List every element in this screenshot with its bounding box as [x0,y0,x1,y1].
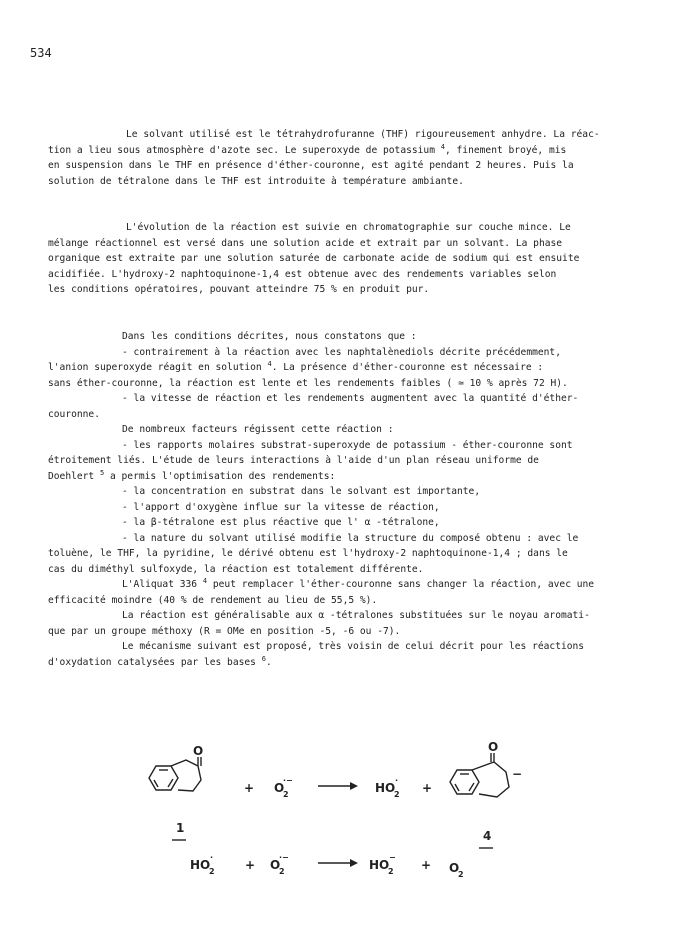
p2-line: organique est extraite par une solution saturée de carbonate acide de sodium qui est ensuite [48,253,580,264]
svg-text:O: O [449,861,460,875]
svg-text:HO: HO [369,858,390,872]
reference-superscript: 4 [267,360,272,368]
page-number: 534 [30,46,52,60]
p3-line: l'anion superoxyde réagit en solution $^4$. La présence d'éther-couronne est nécessaire : [48,360,544,373]
p3-line: cas du diméthyl sulfoxyde, la réaction est totalement différente. [48,563,424,575]
hydroperoxyl-2 [190,853,215,876]
p2-line: les conditions opératoires, pouvant atteindre 75 % en produit pur. [48,284,430,295]
paragraph-conditions [48,329,634,670]
paragraph-evolution [48,220,634,298]
hydroperoxide-anion [369,853,396,876]
plus-2: + [422,781,433,795]
superoxide-2 [270,853,289,876]
svg-text:2: 2 [394,790,400,799]
dioxygen [449,861,464,879]
p3-line: La réaction est généralisable aux α -tétralones substituées sur le noyau aromati- [122,610,590,621]
p1-line: en suspension dans le THF en présence d'éther-couronne, est agité pendant 2 heures. Puis la [48,160,574,171]
paragraph-solvent [48,127,634,189]
compound-1-structure [149,744,203,791]
p3-line: toluène, le THF, la pyridine, le dérivé obtenu est l'hydroxy-2 naphtoquinone-1,4 ; dans le [48,548,568,559]
svg-text:HO: HO [190,858,211,872]
p3-line: - contrairement à la réaction avec les naphtalènediols décrite précédemment, [122,346,561,358]
compound-4-oxygen: O [488,740,499,754]
plus-1: + [244,781,255,795]
svg-text:2: 2 [283,790,289,799]
p3-line: Le mécanisme suivant est proposé, très voisin de celui décrit pour les réactions [122,641,585,652]
p3-line: - la β-tétralone est plus réactive que l' α -tétralone, [122,517,440,528]
p3-line: d'oxydation catalysées par les bases $^6$. [48,654,272,668]
compound-4-charge: − [512,767,523,781]
p3-line: De nombreux facteurs régissent cette réaction : [122,424,394,435]
p3-line: efficacité moindre (40 % de rendement au lieu de 55,5 %). [48,594,378,606]
p3-line: que par un groupe méthoxy (R = OMe en position -5, -6 ou -7). [48,625,401,637]
p3-line: L'Aliquat 336 $^4$ peut remplacer l'éther-couronne sans changer la réaction, avec une [122,577,595,590]
svg-text:·: · [395,776,399,785]
p3-line: étroitement liés. L'étude de leurs interactions à l'aide d'un plan réseau uniforme de [48,455,539,466]
reference-superscript: 4 [202,577,208,585]
svg-text:·: · [210,853,214,862]
p3-line: - la nature du solvant utilisé modifie la structure du composé obtenu : avec le [122,532,579,544]
p2-line: acidifiée. L'hydroxy-2 naphtoquinone-1,4 est obtenue avec des rendements variables selon [48,268,557,280]
p3-line: Doehlert $^5$ a permis l'optimisation des rendements: [48,468,336,482]
p3-line: - l'apport d'oxygène influe sur la vitesse de réaction, [122,501,440,513]
svg-text:2: 2 [209,867,215,876]
svg-text:−: − [389,853,396,862]
compound-1-label: 1 [176,821,185,835]
svg-text:2: 2 [279,867,285,876]
p1-line: solution de tétralone dans le THF est introduite à température ambiante. [48,175,464,187]
reference-superscript: 5 [99,468,105,477]
plus-4: + [421,858,432,872]
compound-1-oxygen: O [193,744,204,758]
p2-line: mélange réactionnel est versé dans une solution acide et extrait par un solvant. La phase [48,237,563,249]
compound-4-structure [450,740,522,797]
svg-text:HO: HO [375,781,396,795]
reference-superscript: 4 [440,142,445,151]
p1-line: Le solvant utilisé est le tétrahydrofuranne (THF) rigoureusement anhydre. La réac- [126,129,600,140]
reference-superscript: 6 [261,654,266,663]
p3-line: couronne. [48,408,100,420]
p3-line: - les rapports molaires substrat-superoxyde de potassium - éther-couronne sont [122,439,573,451]
compound-4-label: 4 [483,829,492,843]
p2-line: L'évolution de la réaction est suivie en chromatographie sur couche mince. Le [126,222,571,233]
superoxide-1 [274,776,293,799]
svg-text:O: O [274,781,285,795]
svg-text:2: 2 [388,867,394,876]
plus-3: + [245,858,256,872]
svg-text:·−: ·− [283,776,293,785]
p3-line: Dans les conditions décrites, nous constatons que : [122,331,417,342]
hydroperoxyl-1 [375,776,400,799]
p3-line: sans éther-couronne, la réaction est lente et les rendements faibles ( ≃ 10 % après 72 H). [48,377,568,389]
p1-line: tion a lieu sous atmosphère d'azote sec. Le superoxyde de potassium $^4$, finement broyé, mis [48,142,567,156]
p3-line: - la concentration en substrat dans le solvant est importante, [122,486,481,497]
svg-text:2: 2 [458,870,464,879]
svg-text:O: O [270,858,281,872]
svg-text:·−: ·− [279,853,289,862]
p3-line: - la vitesse de réaction et les rendements augmentent avec la quantité d'éther- [122,393,579,404]
